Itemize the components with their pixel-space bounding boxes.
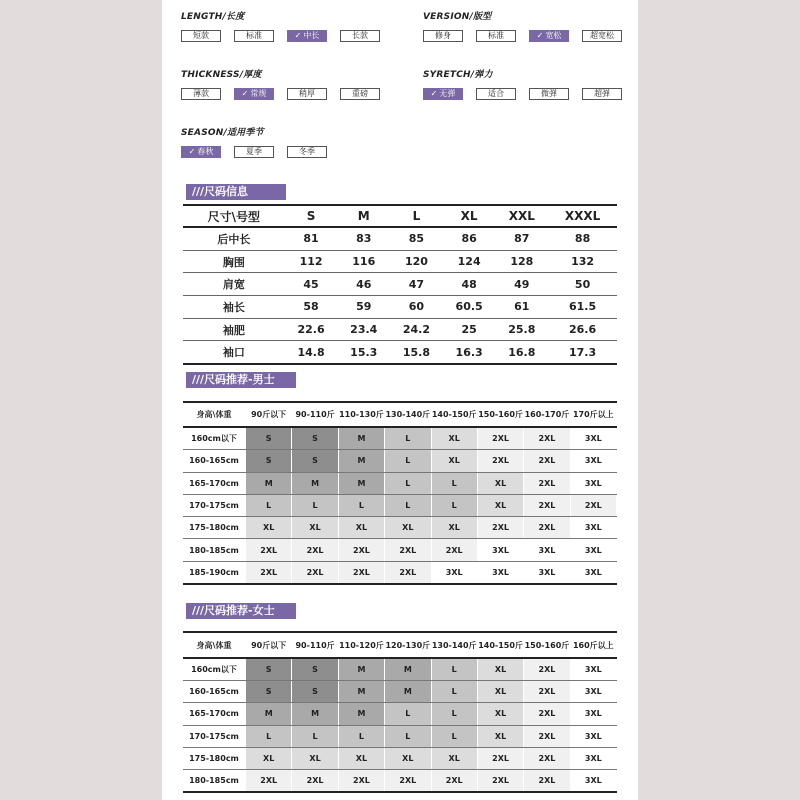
men-size-cell: S [292, 427, 338, 450]
women-size-cell: 3XL [570, 769, 616, 792]
version-title: VERSION/版型 [423, 12, 492, 22]
men-size-cell: XL [431, 517, 477, 539]
women-size-cell: M [385, 681, 431, 703]
women-height-label: 180-185cm [183, 769, 246, 792]
length-option-label: 中长 [303, 31, 320, 40]
women-size-cell: M [338, 703, 384, 725]
men-row [183, 450, 617, 472]
men-size-cell: L [246, 494, 292, 516]
women-size-cell: L [431, 703, 477, 725]
men-size-cell: 2XL [385, 561, 431, 584]
women-size-cell: L [431, 681, 477, 703]
men-row [183, 517, 617, 539]
size-info-cell: 袖长 [183, 296, 285, 319]
men-size-cell: 2XL [477, 517, 523, 539]
size-info-cell: 肩宽 [183, 273, 285, 296]
women-size-cell: 2XL [524, 725, 570, 747]
size-info-cell: 48 [443, 273, 496, 296]
check-icon: ✓ [241, 89, 249, 98]
men-size-cell: M [292, 472, 338, 494]
length-option-label: 标准 [246, 31, 262, 40]
season-option-label: 冬季 [299, 147, 315, 156]
men-size-cell: 2XL [338, 539, 384, 561]
stretch-title: SYRETCH/弹力 [423, 70, 493, 80]
size-info-cell: 45 [285, 273, 338, 296]
women-size-cell: 3XL [570, 658, 616, 681]
men-height-label: 170-175cm [183, 494, 246, 516]
size-info-cell: 124 [443, 250, 496, 273]
women-row [183, 703, 617, 725]
men-size-cell: 2XL [338, 561, 384, 584]
size-info-cell: 14.8 [285, 341, 338, 364]
women-height-label: 165-170cm [183, 703, 246, 725]
length-option [181, 30, 221, 42]
size-info-header-cell: XXL [495, 205, 548, 227]
women-size-cell: XL [477, 725, 523, 747]
men-size-cell: XL [338, 517, 384, 539]
size-info-cell: 83 [337, 227, 390, 250]
men-height-label: 185-190cm [183, 561, 246, 584]
men-height-label: 160cm以下 [183, 427, 246, 450]
season-option-label: 夏季 [246, 147, 262, 156]
size-info-cell: 22.6 [285, 318, 338, 341]
men-height-label: 175-180cm [183, 517, 246, 539]
size-info-row [183, 250, 617, 273]
women-size-cell: L [431, 725, 477, 747]
season-option [234, 146, 274, 158]
size-info-row [183, 341, 617, 364]
men-row [183, 494, 617, 516]
men-header-cell: 140-150斤 [431, 402, 477, 427]
men-size-cell: 3XL [570, 539, 616, 561]
size-info-cell: 61.5 [548, 296, 617, 319]
size-info-header-cell: L [390, 205, 443, 227]
women-size-cell: L [292, 725, 338, 747]
size-info-cell: 16.3 [443, 341, 496, 364]
men-size-cell: L [385, 427, 431, 450]
men-size-cell: 3XL [570, 450, 616, 472]
men-size-cell: M [338, 450, 384, 472]
women-size-cell: XL [246, 747, 292, 769]
men-size-cell: 2XL [524, 450, 570, 472]
length-option [234, 30, 274, 42]
women-size-cell: 2XL [524, 681, 570, 703]
stretch-option-label: 微弹 [541, 89, 557, 98]
women-recommend-title: ///尺码推荐-女士 [186, 603, 296, 619]
men-size-cell: 3XL [524, 561, 570, 584]
women-size-cell: L [246, 725, 292, 747]
length-option-label: 长款 [352, 31, 368, 40]
size-info-cell: 86 [443, 227, 496, 250]
size-info-header-cell: XXXL [548, 205, 617, 227]
men-size-cell: 2XL [477, 427, 523, 450]
version-option-label: 标准 [488, 31, 504, 40]
men-header-cell: 160-170斤 [524, 402, 570, 427]
thickness-option-label: 稍厚 [299, 89, 315, 98]
size-info-cell: 61 [495, 296, 548, 319]
women-size-cell: 2XL [524, 769, 570, 792]
size-info-cell: 25 [443, 318, 496, 341]
men-recommend-table [183, 401, 617, 585]
size-info-cell: 26.6 [548, 318, 617, 341]
size-info-row [183, 227, 617, 250]
men-size-cell: M [338, 427, 384, 450]
women-header-cell: 130-140斤 [431, 632, 477, 658]
length-option [340, 30, 380, 42]
women-header-cell: 140-150斤 [477, 632, 523, 658]
size-info-header-cell: S [285, 205, 338, 227]
size-info-row [183, 296, 617, 319]
women-header-cell: 90-110斤 [292, 632, 338, 658]
men-header-cell: 90斤以下 [246, 402, 292, 427]
men-size-cell: L [385, 472, 431, 494]
men-header-cell: 150-160斤 [477, 402, 523, 427]
thickness-option [234, 88, 274, 100]
women-header-cell: 120-130斤 [385, 632, 431, 658]
men-header-row [183, 402, 617, 427]
men-size-cell: 2XL [292, 561, 338, 584]
stretch-option [529, 88, 569, 100]
version-option-label: 修身 [435, 31, 451, 40]
women-row [183, 747, 617, 769]
size-info-row [183, 318, 617, 341]
women-size-cell: 2XL [431, 769, 477, 792]
check-icon: ✓ [188, 147, 196, 156]
women-size-cell: XL [385, 747, 431, 769]
men-size-cell: S [246, 427, 292, 450]
men-size-cell: S [292, 450, 338, 472]
women-size-cell: L [385, 703, 431, 725]
thickness-option [287, 88, 327, 100]
women-size-cell: 2XL [524, 747, 570, 769]
men-size-cell: M [338, 472, 384, 494]
season-option [181, 146, 221, 158]
men-header-cell: 170斤以上 [570, 402, 616, 427]
men-size-cell: 3XL [570, 427, 616, 450]
size-info-cell: 60.5 [443, 296, 496, 319]
men-header-cell: 110-130斤 [338, 402, 384, 427]
stretch-option [476, 88, 516, 100]
men-size-cell: 2XL [524, 494, 570, 516]
season-option [287, 146, 327, 158]
size-info-cell: 59 [337, 296, 390, 319]
men-size-cell: 2XL [385, 539, 431, 561]
women-size-cell: XL [338, 747, 384, 769]
women-size-cell: XL [477, 658, 523, 681]
women-size-cell: XL [431, 747, 477, 769]
women-header-cell: 90斤以下 [246, 632, 292, 658]
men-size-cell: 3XL [524, 539, 570, 561]
men-row [183, 561, 617, 584]
women-size-cell: M [292, 703, 338, 725]
men-size-cell: 2XL [524, 472, 570, 494]
women-size-cell: 3XL [570, 725, 616, 747]
size-info-cell: 23.4 [337, 318, 390, 341]
women-size-cell: XL [477, 703, 523, 725]
men-size-cell: 3XL [570, 472, 616, 494]
women-size-cell: S [246, 658, 292, 681]
women-size-cell: XL [477, 681, 523, 703]
women-size-cell: 3XL [570, 747, 616, 769]
check-icon: ✓ [430, 89, 438, 98]
size-info-cell: 15.8 [390, 341, 443, 364]
women-size-cell: S [292, 681, 338, 703]
women-size-cell: L [431, 658, 477, 681]
women-row [183, 681, 617, 703]
men-size-cell: XL [477, 494, 523, 516]
size-info-cell: 25.8 [495, 318, 548, 341]
size-info-cell: 58 [285, 296, 338, 319]
women-row [183, 658, 617, 681]
size-info-cell: 85 [390, 227, 443, 250]
women-size-cell: XL [292, 747, 338, 769]
men-size-cell: 3XL [431, 561, 477, 584]
women-size-cell: 2XL [477, 769, 523, 792]
size-info-cell: 17.3 [548, 341, 617, 364]
thickness-option-label: 重磅 [352, 89, 368, 98]
size-info-header-row [183, 205, 617, 227]
check-icon: ✓ [536, 31, 544, 40]
men-size-cell: XL [385, 517, 431, 539]
men-size-cell: 2XL [570, 494, 616, 516]
women-size-cell: L [338, 725, 384, 747]
size-info-row [183, 273, 617, 296]
men-size-cell: L [292, 494, 338, 516]
size-info-cell: 50 [548, 273, 617, 296]
women-header-cell: 150-160斤 [524, 632, 570, 658]
thickness-option-label: 常规 [250, 89, 267, 98]
season-option-label: 春秋 [197, 147, 214, 156]
men-row [183, 427, 617, 450]
men-size-cell: 3XL [570, 517, 616, 539]
women-size-cell: 2XL [292, 769, 338, 792]
women-header-cell: 160斤以上 [570, 632, 616, 658]
men-row [183, 539, 617, 561]
men-header-cell: 90-110斤 [292, 402, 338, 427]
women-size-cell: 2XL [524, 703, 570, 725]
men-header-cell: 身高\体重 [183, 402, 246, 427]
size-info-cell: 112 [285, 250, 338, 273]
size-info-header-cell: 尺寸\号型 [183, 205, 285, 227]
men-size-cell: S [246, 450, 292, 472]
women-header-cell: 身高\体重 [183, 632, 246, 658]
men-size-cell: L [431, 494, 477, 516]
women-height-label: 160-165cm [183, 681, 246, 703]
men-size-cell: 2XL [524, 427, 570, 450]
size-info-cell: 120 [390, 250, 443, 273]
men-size-cell: 2XL [246, 561, 292, 584]
size-info-cell: 46 [337, 273, 390, 296]
size-info-cell: 24.2 [390, 318, 443, 341]
thickness-option [340, 88, 380, 100]
size-info-cell: 60 [390, 296, 443, 319]
version-option [529, 30, 569, 42]
size-info-cell: 袖口 [183, 341, 285, 364]
thickness-option [181, 88, 221, 100]
women-height-label: 170-175cm [183, 725, 246, 747]
size-info-title: ///尺码信息 [186, 184, 286, 200]
women-header-row [183, 632, 617, 658]
version-option-label: 宽松 [545, 31, 562, 40]
season-title: SEASON/适用季节 [181, 128, 264, 138]
version-option [476, 30, 516, 42]
version-option-label: 超宽松 [590, 31, 614, 40]
size-info-cell: 15.3 [337, 341, 390, 364]
thickness-title: THICKNESS/厚度 [181, 70, 262, 80]
size-info-cell: 88 [548, 227, 617, 250]
men-size-cell: M [246, 472, 292, 494]
check-icon: ✓ [294, 31, 302, 40]
men-height-label: 180-185cm [183, 539, 246, 561]
size-info-cell: 116 [337, 250, 390, 273]
size-info-header-cell: XL [443, 205, 496, 227]
women-size-cell: M [246, 703, 292, 725]
men-size-cell: XL [292, 517, 338, 539]
women-header-cell: 110-120斤 [338, 632, 384, 658]
men-size-cell: XL [431, 427, 477, 450]
women-row [183, 725, 617, 747]
men-size-cell: XL [477, 472, 523, 494]
size-info-cell: 87 [495, 227, 548, 250]
women-size-cell: 2XL [385, 769, 431, 792]
men-size-cell: 3XL [570, 561, 616, 584]
men-row [183, 472, 617, 494]
women-size-cell: S [292, 658, 338, 681]
women-size-cell: 3XL [570, 703, 616, 725]
men-size-cell: L [385, 450, 431, 472]
size-info-cell: 128 [495, 250, 548, 273]
men-height-label: 165-170cm [183, 472, 246, 494]
size-info-cell: 胸围 [183, 250, 285, 273]
size-info-cell: 49 [495, 273, 548, 296]
men-recommend-title: ///尺码推荐-男士 [186, 372, 296, 388]
length-option [287, 30, 327, 42]
women-size-cell: 3XL [570, 681, 616, 703]
men-size-cell: XL [246, 517, 292, 539]
women-recommend-table [183, 631, 617, 793]
size-chart-page [162, 0, 638, 800]
size-info-cell: 132 [548, 250, 617, 273]
men-height-label: 160-165cm [183, 450, 246, 472]
men-size-cell: 2XL [246, 539, 292, 561]
men-size-cell: L [431, 472, 477, 494]
men-size-cell: 3XL [477, 539, 523, 561]
women-size-cell: M [385, 658, 431, 681]
women-size-cell: S [246, 681, 292, 703]
size-info-cell: 袖肥 [183, 318, 285, 341]
stretch-option-label: 超弹 [594, 89, 610, 98]
size-info-table [183, 204, 617, 365]
stretch-option-label: 无弹 [439, 89, 456, 98]
men-size-cell: L [338, 494, 384, 516]
women-size-cell: M [338, 658, 384, 681]
women-size-cell: L [385, 725, 431, 747]
size-info-cell: 47 [390, 273, 443, 296]
size-info-cell: 81 [285, 227, 338, 250]
stretch-option [423, 88, 463, 100]
women-height-label: 175-180cm [183, 747, 246, 769]
version-option [423, 30, 463, 42]
women-size-cell: 2XL [524, 658, 570, 681]
size-info-header-cell: M [337, 205, 390, 227]
women-row [183, 769, 617, 792]
men-header-cell: 130-140斤 [385, 402, 431, 427]
length-option-label: 短款 [193, 31, 209, 40]
stretch-option [582, 88, 622, 100]
men-size-cell: 2XL [431, 539, 477, 561]
men-size-cell: 3XL [477, 561, 523, 584]
women-height-label: 160cm以下 [183, 658, 246, 681]
women-size-cell: 2XL [246, 769, 292, 792]
men-size-cell: L [385, 494, 431, 516]
men-size-cell: XL [431, 450, 477, 472]
men-size-cell: 2XL [524, 517, 570, 539]
stretch-option-label: 适合 [488, 89, 504, 98]
men-size-cell: 2XL [477, 450, 523, 472]
women-size-cell: 2XL [338, 769, 384, 792]
version-option [582, 30, 622, 42]
size-info-cell: 后中长 [183, 227, 285, 250]
thickness-option-label: 薄款 [193, 89, 209, 98]
women-size-cell: M [338, 681, 384, 703]
length-title: LENGTH/长度 [181, 12, 245, 22]
women-size-cell: 2XL [477, 747, 523, 769]
men-size-cell: 2XL [292, 539, 338, 561]
size-info-cell: 16.8 [495, 341, 548, 364]
